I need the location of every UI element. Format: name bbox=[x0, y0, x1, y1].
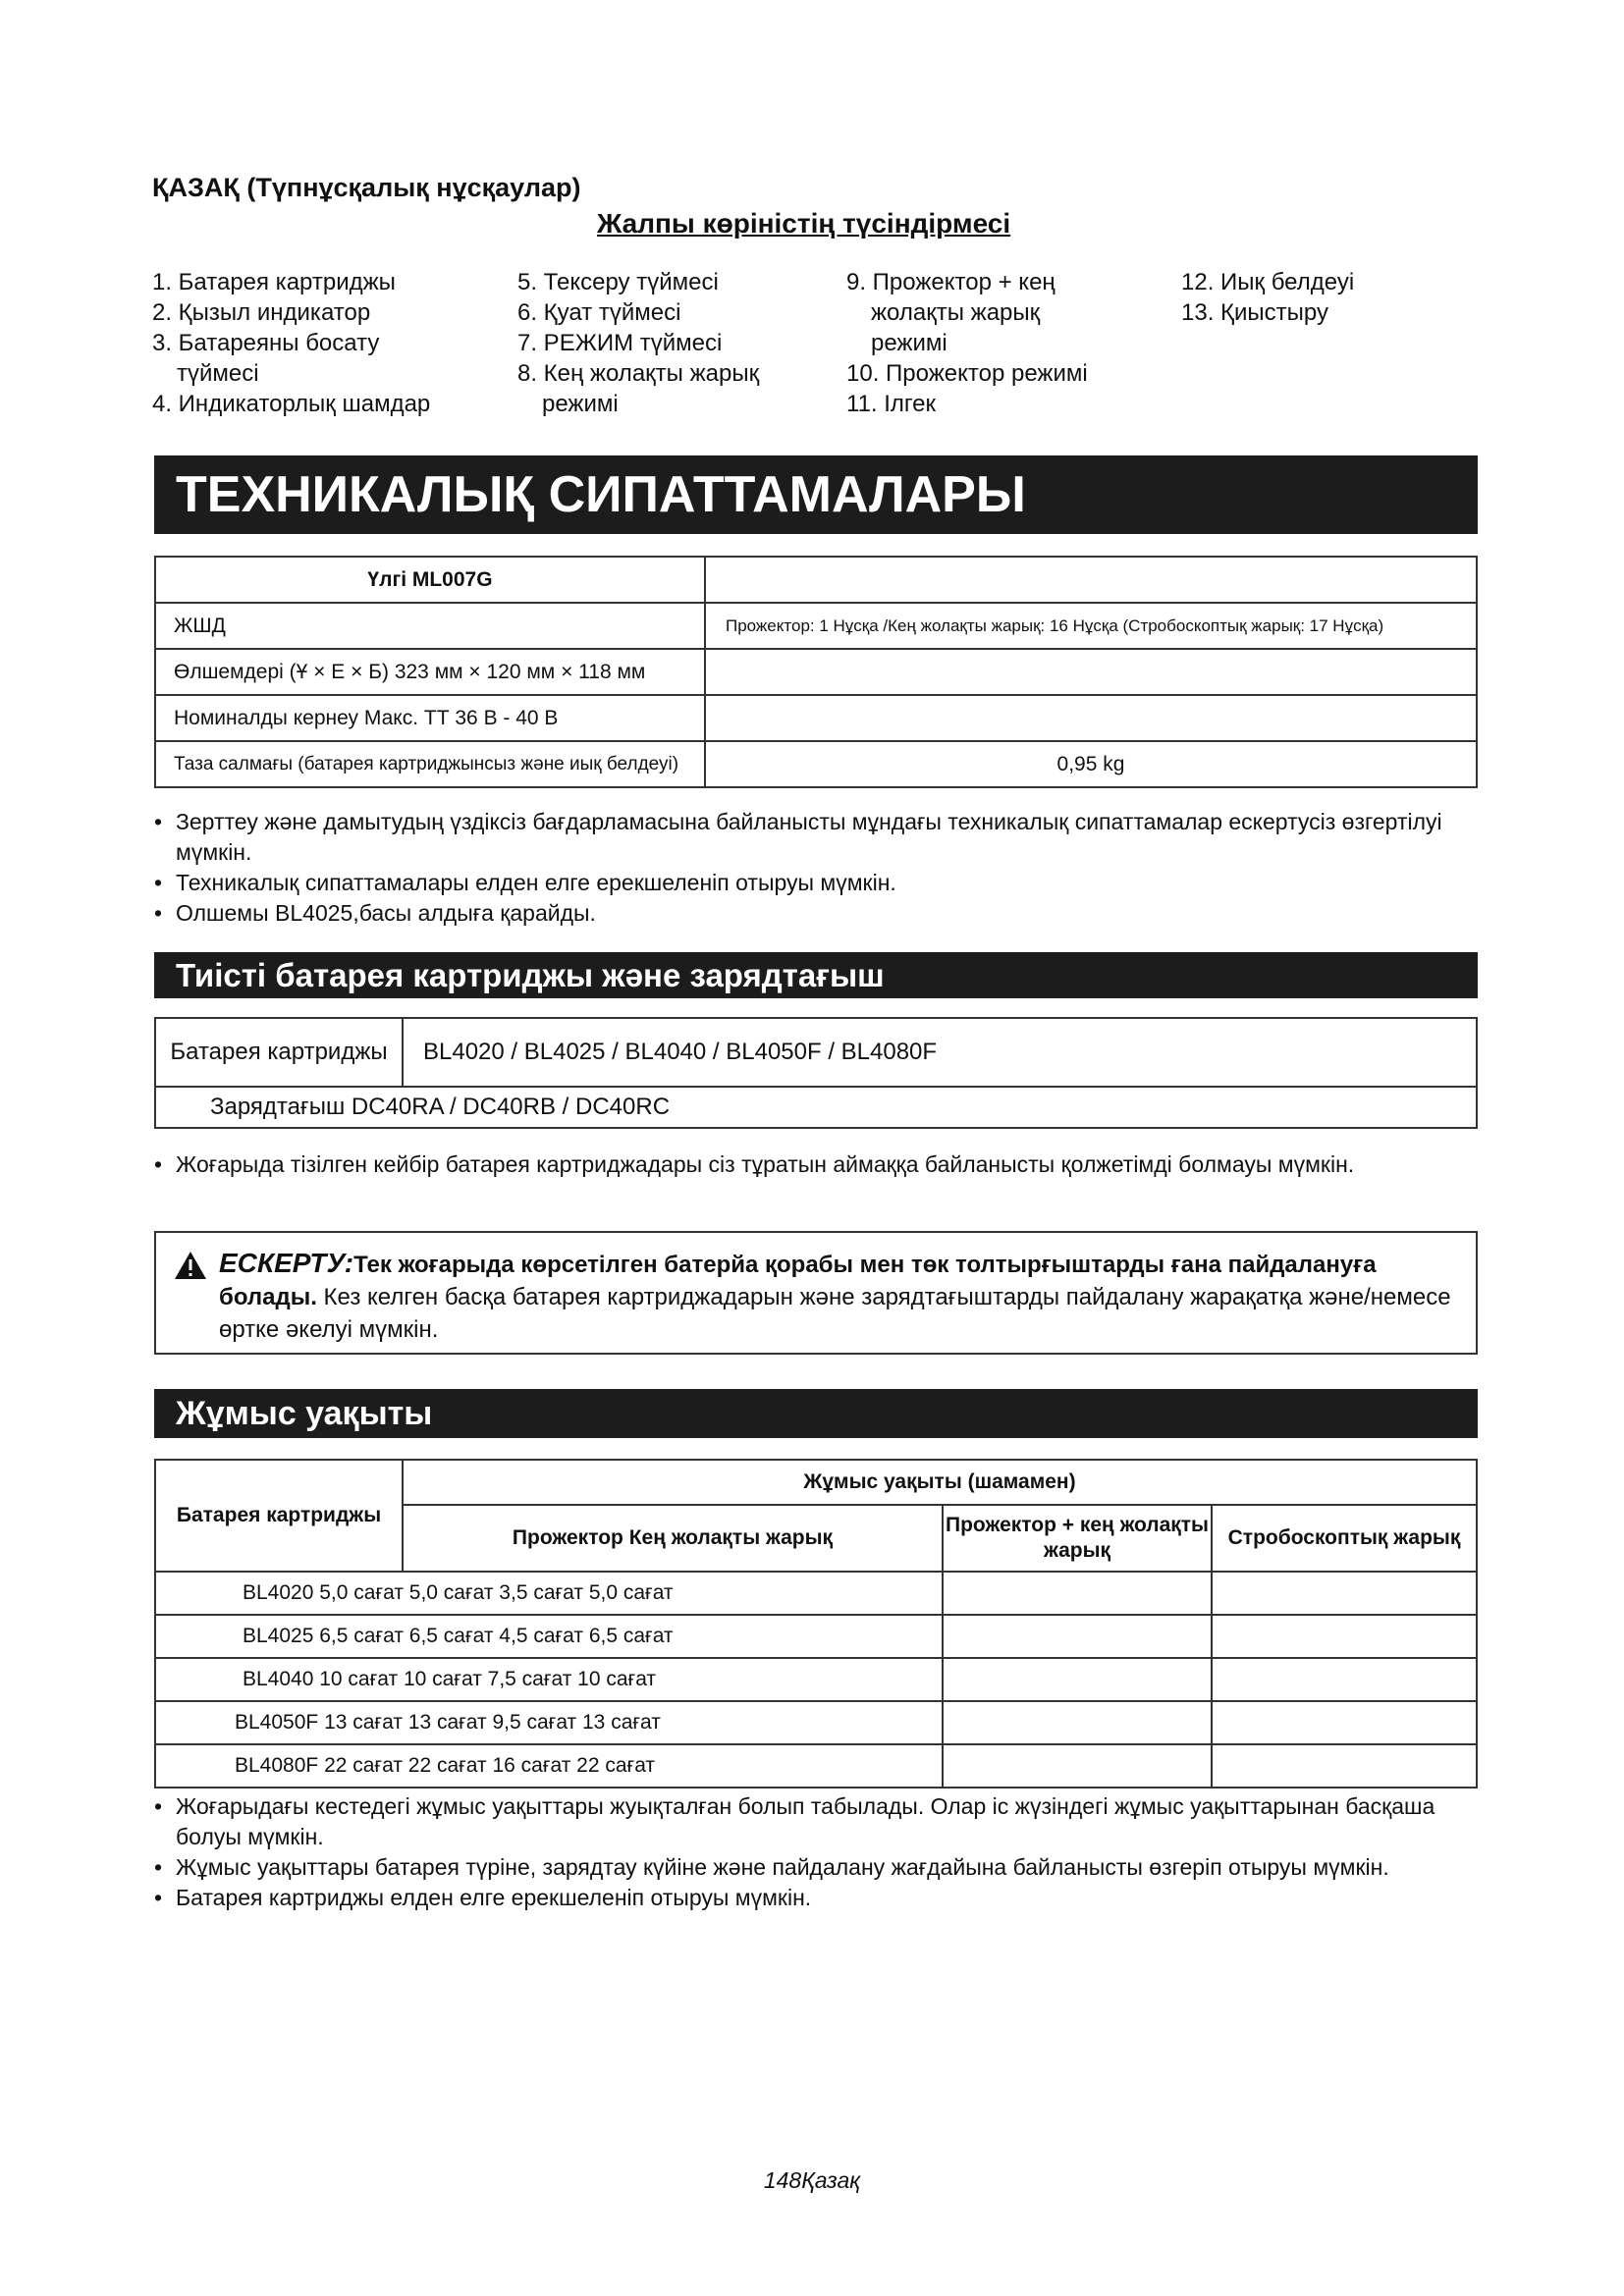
table-cell bbox=[943, 1744, 1212, 1788]
spec-value: Прожектор: 1 Нұсқа /Кең жолақты жарық: 16 Нұсқа (Стробоскоптық жарық: 17 Нұсқа) bbox=[705, 603, 1477, 649]
spec-label: Таза салмағы (батарея картриджынсыз және иық белдеуі) bbox=[155, 741, 705, 787]
spec-label: ЖШД bbox=[155, 603, 705, 649]
part-item: 1. Батарея картриджы bbox=[152, 269, 396, 295]
warning-bold-text: Тек жоғарыда көрсетілген батерйа қорабы мен төк толтырғыштарды ғана пайдалануға болады. bbox=[219, 1252, 1377, 1310]
table-cell bbox=[1212, 1615, 1477, 1658]
part-item: режимі bbox=[871, 330, 947, 356]
part-item: 2. Қызыл индикатор bbox=[152, 299, 371, 326]
table-row bbox=[155, 649, 1477, 695]
warning-label: ЕСКЕРТУ: bbox=[219, 1248, 354, 1278]
note-item: • Батарея картриджы елден елге ерекшеленіп отыруы мүмкін. bbox=[154, 1883, 1480, 1913]
spec-model: Үлгі ML007G bbox=[155, 557, 705, 603]
table-row bbox=[155, 1615, 1477, 1658]
work-time-group-header: Жұмыс уақыты (шамамен) bbox=[403, 1460, 1477, 1505]
language-title bbox=[152, 173, 580, 203]
language-name: ҚАЗАҚ bbox=[152, 173, 240, 202]
work-time-notes bbox=[154, 1791, 1480, 1913]
table-cell bbox=[1212, 1701, 1477, 1744]
part-item: 8. Кең жолақты жарық bbox=[517, 360, 760, 387]
warning-box bbox=[154, 1231, 1478, 1355]
part-item: режимі bbox=[542, 391, 619, 417]
table-row bbox=[155, 557, 1477, 603]
overview-heading: Жалпы көріністің түсіндірмесі bbox=[597, 208, 1011, 239]
part-item: 10. Прожектор режимі bbox=[846, 360, 1088, 387]
parts-list-column-1 bbox=[152, 267, 430, 419]
floodlight-header: Прожектор Кең жолақты жарық bbox=[403, 1505, 943, 1572]
spec-label: Өлшемдері (Ұ × Е × Б) 323 мм × 120 мм × 118 мм bbox=[155, 649, 705, 695]
part-item: түймесі bbox=[177, 360, 259, 387]
table-row bbox=[155, 695, 1477, 741]
table-cell bbox=[1212, 1744, 1477, 1788]
strobe-header: Стробоскоптық жарық bbox=[1212, 1505, 1477, 1572]
page-number: 148Қазақ bbox=[763, 2167, 861, 2193]
table-row bbox=[155, 1701, 1477, 1744]
part-item: 11. Ілгек bbox=[846, 391, 936, 417]
part-item: 12. Иық белдеуі bbox=[1181, 269, 1355, 295]
note-item: • Жұмыс уақыттары батарея түріне, зарядтау күйіне және пайдалану жағдайына байланысты өзгеріп отыруы мүмкін. bbox=[154, 1852, 1480, 1883]
battery-column-header: Батарея картриджы bbox=[155, 1460, 403, 1572]
note-item: • Техникалық сипаттамалары елден елге ерекшеленіп отыруы мүмкін. bbox=[154, 868, 1480, 898]
warning-triangle-icon bbox=[174, 1251, 207, 1280]
charger-models: Зарядтағыш DC40RA / DC40RB / DC40RC bbox=[155, 1087, 1477, 1128]
note-item: • Зерттеу және дамытудың үздіксіз бағдарламасына байланысты мұндағы техникалық сипаттамалар ескертусіз өзгертілуі мүмкін. bbox=[154, 807, 1480, 868]
battery-label: Батарея картриджы bbox=[155, 1018, 403, 1087]
parts-list-column-3 bbox=[846, 267, 1088, 419]
parts-list-column-4 bbox=[1181, 267, 1354, 328]
table-header-row bbox=[155, 1460, 1477, 1505]
spec-value bbox=[705, 695, 1477, 741]
table-cell bbox=[943, 1658, 1212, 1701]
table-row bbox=[155, 1018, 1477, 1087]
battery-charger-heading: Тиісті батарея картриджы және зарядтағыш bbox=[154, 952, 1478, 998]
part-item: 3. Батареяны босату bbox=[152, 330, 380, 356]
language-subtitle: (Түпнұсқалық нұсқаулар) bbox=[246, 173, 581, 202]
battery-charger-table bbox=[154, 1017, 1478, 1129]
note-item: • Жоғарыдағы кестедегі жұмыс уақыттары жуықталған болып табылады. Олар іс жүзіндегі жұмыс уақыттарынан басқаша болуы мүмкін. bbox=[154, 1791, 1480, 1852]
part-item: 7. РЕЖИМ түймесі bbox=[517, 330, 723, 356]
work-time-row: BL4050F 13 сағат 13 сағат 9,5 сағат 13 сағат bbox=[155, 1701, 943, 1744]
table-row bbox=[155, 741, 1477, 787]
table-row bbox=[155, 603, 1477, 649]
battery-models: BL4020 / BL4025 / BL4040 / BL4050F / BL4080F bbox=[403, 1018, 1477, 1087]
spec-value bbox=[705, 649, 1477, 695]
note-item: • Жоғарыда тізілген кейбір батарея картриджадары сіз тұратын аймаққа байланысты қолжетімді болмауы мүмкін. bbox=[154, 1149, 1480, 1180]
table-cell bbox=[943, 1701, 1212, 1744]
specifications-heading: ТЕХНИКАЛЫҚ СИПАТТАМАЛАРЫ bbox=[154, 455, 1478, 534]
part-item: 5. Тексеру түймесі bbox=[517, 269, 719, 295]
work-time-heading: Жұмыс уақыты bbox=[154, 1389, 1478, 1438]
part-item: 9. Прожектор + кең bbox=[846, 269, 1056, 295]
part-item: 4. Индикаторлық шамдар bbox=[152, 391, 431, 417]
table-cell bbox=[1212, 1572, 1477, 1615]
work-time-table bbox=[154, 1459, 1478, 1789]
spec-label: Номиналды кернеу Макс. ТТ 36 В - 40 В bbox=[155, 695, 705, 741]
table-row bbox=[155, 1744, 1477, 1788]
work-time-row: BL4080F 22 сағат 22 сағат 16 сағат 22 сағат bbox=[155, 1744, 943, 1788]
spec-value: 0,95 kg bbox=[705, 741, 1477, 787]
battery-notes bbox=[154, 1149, 1480, 1180]
work-time-row: BL4040 10 сағат 10 сағат 7,5 сағат 10 сағат bbox=[155, 1658, 943, 1701]
table-cell bbox=[1212, 1658, 1477, 1701]
table-row bbox=[155, 1087, 1477, 1128]
part-item: 13. Қиыстыру bbox=[1181, 299, 1328, 326]
combined-header: Прожектор + кең жолақты жарық bbox=[943, 1505, 1212, 1572]
warning-text: Кез келген басқа батарея картриджадарын және зарядтағыштарды пайдалану жарақатқа және/немесе өртке әкелуі мүмкін. bbox=[219, 1284, 1451, 1343]
table-cell bbox=[943, 1615, 1212, 1658]
table-cell bbox=[943, 1572, 1212, 1615]
specifications-notes bbox=[154, 807, 1480, 929]
spec-value bbox=[705, 557, 1477, 603]
note-item: • Олшемы BL4025,басы алдыға қарайды. bbox=[154, 898, 1480, 929]
work-time-row: BL4020 5,0 сағат 5,0 сағат 3,5 сағат 5,0 сағат bbox=[155, 1572, 943, 1615]
table-row bbox=[155, 1572, 1477, 1615]
table-row bbox=[155, 1658, 1477, 1701]
parts-list-column-2 bbox=[517, 267, 759, 419]
part-item: 6. Қуат түймесі bbox=[517, 299, 681, 326]
specifications-table bbox=[154, 556, 1478, 788]
work-time-row: BL4025 6,5 сағат 6,5 сағат 4,5 сағат 6,5 сағат bbox=[155, 1615, 943, 1658]
part-item: жолақты жарық bbox=[871, 299, 1041, 326]
